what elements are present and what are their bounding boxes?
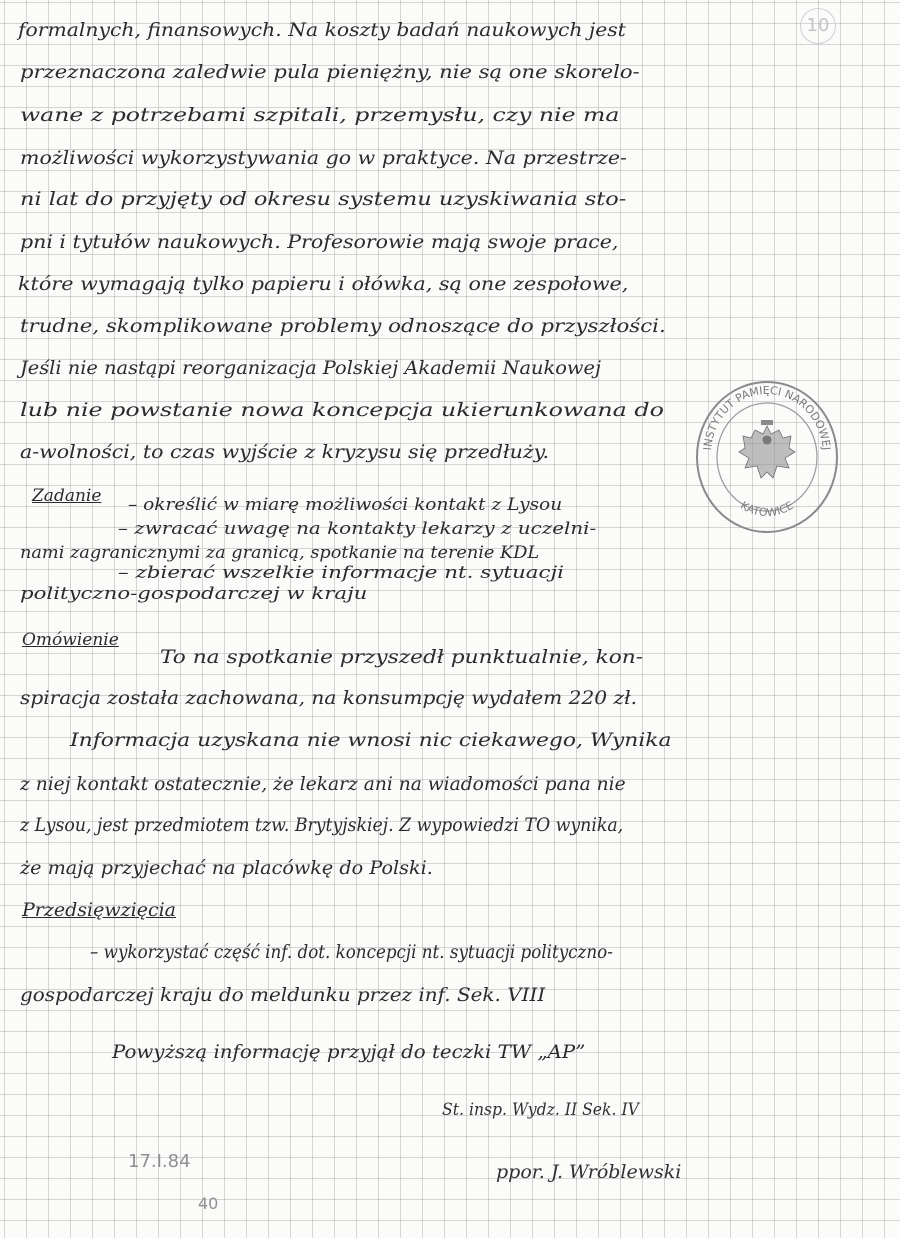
archive-stamp <box>693 368 841 546</box>
zadanie-line: – zwracać uwagę na kontakty lekarzy z uczelni- <box>118 519 597 539</box>
body-line: możliwości wykorzystywania go w praktyce. Na przestrze- <box>20 147 627 169</box>
signature-rank: St. insp. Wydz. II Sek. IV <box>442 1100 639 1120</box>
zadanie-line: nami zagranicznymi za granicą, spotkanie na terenie KDL <box>20 543 540 563</box>
body-line: przeznaczona zaledwie pula pieniężny, nie są one skorelo- <box>20 61 640 83</box>
omowienie-heading: Omówienie <box>22 630 119 650</box>
pencil-mark: 40 <box>198 1194 219 1213</box>
omowienie-line: że mają przyjechać na placówkę do Polski. <box>20 857 433 879</box>
body-line: ni lat do przyjęty od okresu systemu uzyskiwania sto- <box>20 188 627 210</box>
page-number: 10 <box>800 8 836 44</box>
przedsiewziecia-heading: Przedsięwzięcia <box>22 899 176 921</box>
omowienie-line: To na spotkanie przyszedł punktualnie, kon- <box>160 646 644 668</box>
zadanie-line: polityczno-gospodarczej w kraju <box>20 584 368 604</box>
stamp-crown <box>761 420 773 425</box>
przedsiewziecia-line: – wykorzystać część inf. dot. koncepcji nt. sytuacji polityczno- <box>90 941 613 963</box>
przedsiewziecia-line: gospodarczej kraju do meldunku przez inf. Sek. VIII <box>20 984 546 1006</box>
omowienie-line: z niej kontakt ostatecznie, że lekarz ani na wiadomości pana nie <box>20 773 626 795</box>
body-line: Jeśli nie nastąpi reorganizacja Polskiej Akademii Naukowej <box>20 357 602 379</box>
omowienie-line: spiracja została zachowana, na konsumpcję wydałem 220 zł. <box>20 687 638 709</box>
signature-name: ppor. J. Wróblewski <box>496 1161 682 1183</box>
body-line: formalnych, finansowych. Na koszty badań naukowych jest <box>18 19 626 41</box>
closing-line: Powyższą informację przyjął do teczki TW „AP” <box>112 1041 586 1063</box>
omowienie-line: Informacja uzyskana nie wnosi nic ciekawego, Wynika <box>70 729 672 751</box>
stamp-outer-text: INSTYTUT PAMIĘCI NARODOWEJ <box>701 383 833 451</box>
body-line: które wymagają tylko papieru i ołówka, są one zespołowe, <box>18 273 629 295</box>
zadanie-line: – zbierać wszelkie informacje nt. sytuacji <box>118 563 565 583</box>
body-line: pni i tytułów naukowych. Profesorowie mają swoje prace, <box>20 231 619 253</box>
pencil-date: 17.I.84 <box>128 1151 191 1172</box>
omowienie-line: z Lysou, jest przedmiotem tzw. Brytyjskiej. Z wypowiedzi TO wynika, <box>20 814 624 836</box>
stamp-city-text: KATOWICE <box>738 498 796 520</box>
body-line: lub nie powstanie nowa koncepcja ukierunkowana do <box>20 399 664 421</box>
zadanie-heading: Zadanie <box>32 486 102 506</box>
body-line: a-wolności, to czas wyjście z kryzysu się przedłuży. <box>20 441 550 463</box>
body-line: wane z potrzebami szpitali, przemysłu, czy nie ma <box>20 104 620 126</box>
eagle-emblem-icon <box>739 426 795 478</box>
zadanie-line: – określić w miarę możliwości kontakt z Lysou <box>128 495 563 515</box>
body-line: trudne, skomplikowane problemy odnoszące do przyszłości. <box>20 315 666 337</box>
